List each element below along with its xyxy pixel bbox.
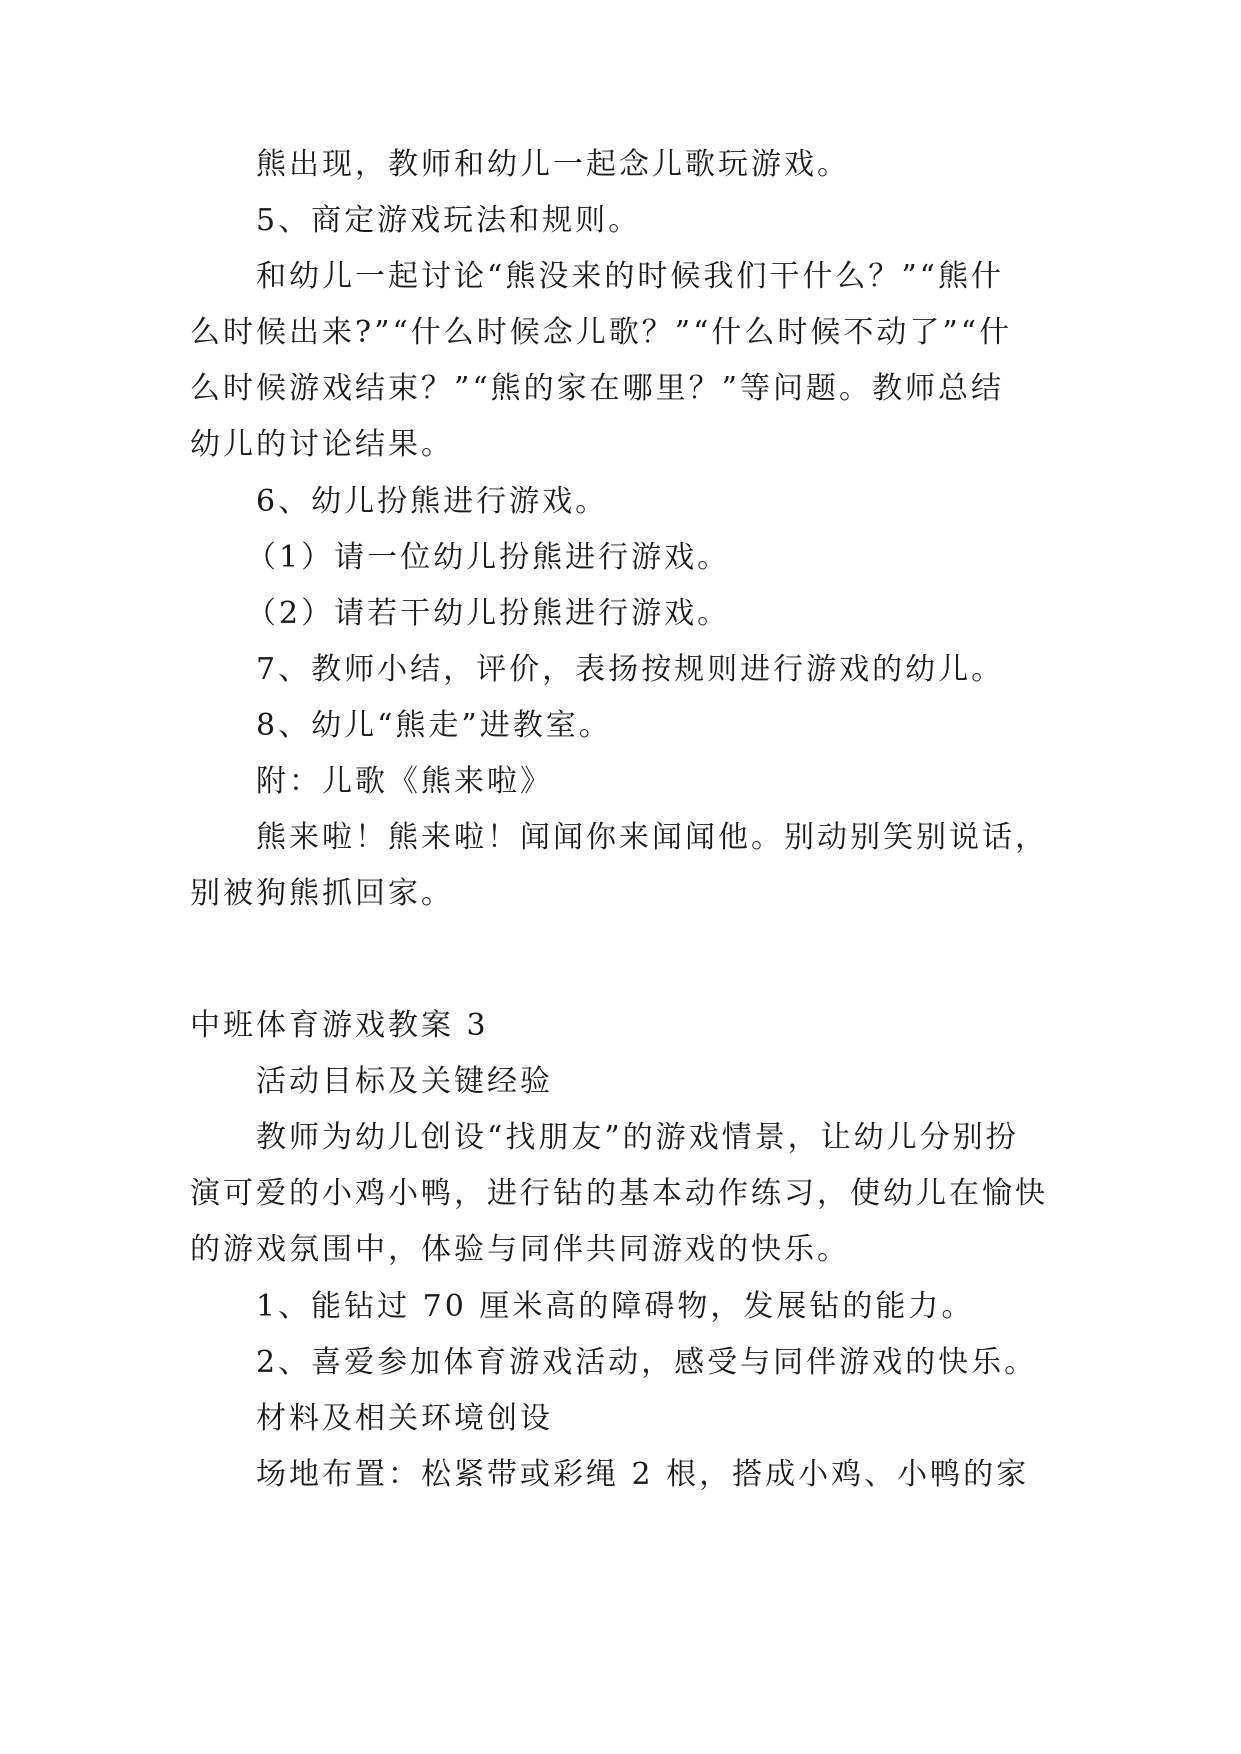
list-item: 7、教师小结，评价，表扬按规则进行游戏的幼儿。 — [256, 652, 1005, 687]
paragraph-line: 么时候出来?”“什么时候念儿歌？”“什么时候不动了”“什 — [190, 315, 1013, 350]
sub-list-item: （1）请一位幼儿扮熊进行游戏。 — [246, 540, 731, 575]
rhyme-line: 熊来啦！熊来啦！闻闻你来闻闻他。别动别笑别说话， — [256, 820, 1048, 855]
paragraph-line: 教师为幼儿创设“找朋友”的游戏情景，让幼儿分别扮 — [256, 1120, 1019, 1155]
list-item: 2、喜爱参加体育游戏活动，感受与同伴游戏的快乐。 — [256, 1345, 1038, 1380]
paragraph-line: 幼儿的讨论结果。 — [190, 427, 454, 462]
paragraph-line: 和幼儿一起讨论“熊没来的时候我们干什么？”“熊什 — [256, 259, 1005, 294]
subheading: 活动目标及关键经验 — [256, 1064, 553, 1099]
list-item: 1、能钻过 70 厘米高的障碍物，发展钻的能力。 — [256, 1289, 975, 1324]
rhyme-line: 别被狗熊抓回家。 — [190, 876, 454, 911]
paragraph-line: 熊出现，教师和幼儿一起念儿歌玩游戏。 — [256, 147, 850, 182]
section-heading: 中班体育游戏教案 3 — [190, 1008, 489, 1043]
subheading: 材料及相关环境创设 — [256, 1401, 553, 1436]
appendix-title: 附：儿歌《熊来啦》 — [256, 764, 553, 799]
sub-list-item: （2）请若干幼儿扮熊进行游戏。 — [246, 596, 731, 631]
paragraph-line: 的游戏氛围中，体验与同伴共同游戏的快乐。 — [190, 1232, 850, 1267]
list-item: 5、商定游戏玩法和规则。 — [256, 203, 642, 238]
list-item: 6、幼儿扮熊进行游戏。 — [256, 484, 609, 519]
list-item: 8、幼儿“熊走”进教室。 — [256, 708, 612, 743]
paragraph-line: 场地布置：松紧带或彩绳 2 根，搭成小鸡、小鸭的家 — [256, 1457, 1030, 1492]
paragraph-line: 演可爱的小鸡小鸭，进行钻的基本动作练习，使幼儿在愉快 — [190, 1176, 1048, 1211]
paragraph-line: 么时候游戏结束？”“熊的家在哪里？”等问题。教师总结 — [190, 371, 1005, 406]
